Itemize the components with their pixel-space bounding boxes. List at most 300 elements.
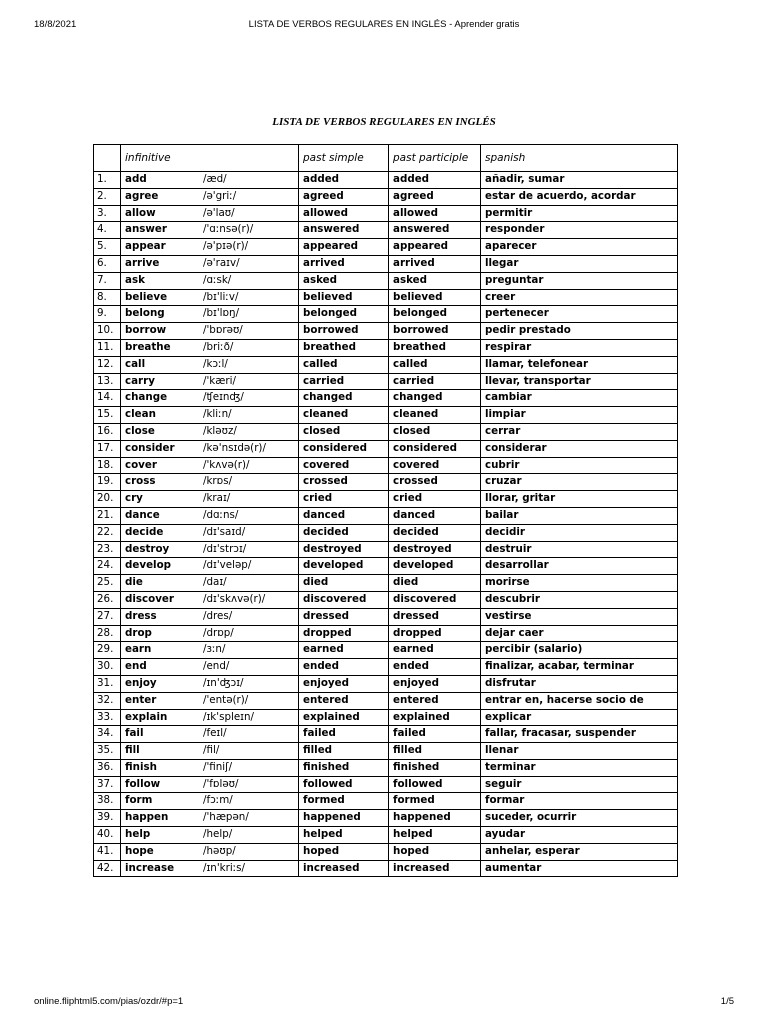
infinitive-verb: discover: [125, 592, 174, 605]
infinitive-verb: change: [125, 391, 168, 404]
infinitive-verb: end: [125, 660, 147, 673]
row-number: 39.: [94, 810, 121, 827]
table-row: [94, 776, 678, 793]
table-row: [94, 188, 678, 205]
infinitive-phonetic: /krɒs/: [203, 475, 233, 488]
infinitive-verb: drop: [125, 626, 152, 639]
infinitive-cell: [121, 827, 299, 844]
infinitive-verb: fill: [125, 744, 140, 757]
past-participle-cell: earned: [389, 642, 481, 659]
spanish-cell: considerar: [481, 440, 678, 457]
past-participle-cell: answered: [389, 222, 481, 239]
header-past-simple: past simple: [299, 145, 389, 172]
infinitive-phonetic: /bɪ'liːv/: [203, 290, 239, 303]
row-number: 2.: [94, 188, 121, 205]
table-row: [94, 289, 678, 306]
infinitive-verb: clean: [125, 408, 156, 421]
past-simple-cell: cried: [299, 491, 389, 508]
past-simple-cell: failed: [299, 726, 389, 743]
infinitive-verb: dress: [125, 609, 157, 622]
spanish-cell: añadir, sumar: [481, 172, 678, 189]
row-number: 15.: [94, 407, 121, 424]
past-simple-cell: followed: [299, 776, 389, 793]
infinitive-verb: arrive: [125, 256, 160, 269]
table-row: [94, 692, 678, 709]
row-number: 33.: [94, 709, 121, 726]
infinitive-cell: [121, 272, 299, 289]
infinitive-verb: happen: [125, 811, 169, 824]
infinitive-phonetic: /dɪ'skʌvə(r)/: [203, 592, 266, 605]
table-row: [94, 407, 678, 424]
infinitive-verb: breathe: [125, 340, 171, 353]
table-row: [94, 608, 678, 625]
table-row: [94, 843, 678, 860]
table-row: [94, 827, 678, 844]
past-participle-cell: discovered: [389, 591, 481, 608]
infinitive-verb: carry: [125, 374, 155, 387]
past-participle-cell: failed: [389, 726, 481, 743]
infinitive-phonetic: /dɪ'saɪd/: [203, 525, 246, 538]
row-number: 5.: [94, 239, 121, 256]
infinitive-verb: help: [125, 828, 151, 841]
table-row: [94, 759, 678, 776]
row-number: 22.: [94, 524, 121, 541]
table-row: [94, 172, 678, 189]
spanish-cell: cruzar: [481, 474, 678, 491]
infinitive-phonetic: /'kʌvə(r)/: [203, 458, 250, 471]
past-participle-cell: entered: [389, 692, 481, 709]
past-simple-cell: died: [299, 575, 389, 592]
past-participle-cell: believed: [389, 289, 481, 306]
spanish-cell: permitir: [481, 205, 678, 222]
row-number: 13.: [94, 373, 121, 390]
past-participle-cell: allowed: [389, 205, 481, 222]
infinitive-cell: [121, 843, 299, 860]
past-participle-cell: destroyed: [389, 541, 481, 558]
infinitive-cell: [121, 810, 299, 827]
past-participle-cell: finished: [389, 759, 481, 776]
past-simple-cell: danced: [299, 507, 389, 524]
spanish-cell: pedir prestado: [481, 323, 678, 340]
past-participle-cell: formed: [389, 793, 481, 810]
row-number: 6.: [94, 255, 121, 272]
row-number: 7.: [94, 272, 121, 289]
past-simple-cell: helped: [299, 827, 389, 844]
infinitive-phonetic: /'bɒrəʊ/: [203, 324, 243, 337]
past-simple-cell: arrived: [299, 255, 389, 272]
infinitive-cell: [121, 188, 299, 205]
table-row: [94, 675, 678, 692]
row-number: 9.: [94, 306, 121, 323]
past-simple-cell: asked: [299, 272, 389, 289]
infinitive-verb: decide: [125, 525, 164, 538]
table-row: [94, 793, 678, 810]
past-simple-cell: increased: [299, 860, 389, 877]
spanish-cell: cubrir: [481, 457, 678, 474]
infinitive-phonetic: /'ɑːnsə(r)/: [203, 223, 254, 236]
infinitive-cell: [121, 255, 299, 272]
past-simple-cell: ended: [299, 659, 389, 676]
infinitive-verb: ask: [125, 273, 145, 286]
infinitive-verb: finish: [125, 760, 157, 773]
past-simple-cell: formed: [299, 793, 389, 810]
header-num: [94, 145, 121, 172]
infinitive-phonetic: /help/: [203, 828, 233, 841]
infinitive-cell: [121, 491, 299, 508]
infinitive-cell: [121, 289, 299, 306]
past-participle-cell: considered: [389, 440, 481, 457]
infinitive-cell: [121, 743, 299, 760]
document-title: LISTA DE VERBOS REGULARES EN INGLÉS: [272, 116, 496, 128]
past-participle-cell: closed: [389, 423, 481, 440]
infinitive-cell: [121, 239, 299, 256]
table-row: [94, 272, 678, 289]
spanish-cell: anhelar, esperar: [481, 843, 678, 860]
past-simple-cell: dressed: [299, 608, 389, 625]
infinitive-cell: [121, 860, 299, 877]
row-number: 41.: [94, 843, 121, 860]
table-row: [94, 306, 678, 323]
past-participle-cell: called: [389, 356, 481, 373]
row-number: 16.: [94, 423, 121, 440]
table-row: [94, 222, 678, 239]
infinitive-verb: add: [125, 173, 147, 185]
row-number: 27.: [94, 608, 121, 625]
infinitive-phonetic: /ɑːsk/: [203, 273, 232, 286]
past-participle-cell: asked: [389, 272, 481, 289]
spanish-cell: explicar: [481, 709, 678, 726]
infinitive-phonetic: /həʊp/: [203, 844, 236, 857]
spanish-cell: disfrutar: [481, 675, 678, 692]
infinitive-phonetic: /ə'pɪə(r)/: [203, 240, 249, 253]
infinitive-phonetic: /ə'raɪv/: [203, 256, 240, 269]
past-participle-cell: appeared: [389, 239, 481, 256]
past-participle-cell: developed: [389, 558, 481, 575]
row-number: 28.: [94, 625, 121, 642]
spanish-cell: llegar: [481, 255, 678, 272]
infinitive-phonetic: /dres/: [203, 609, 233, 622]
spanish-cell: creer: [481, 289, 678, 306]
infinitive-cell: [121, 507, 299, 524]
infinitive-cell: [121, 205, 299, 222]
infinitive-cell: [121, 776, 299, 793]
spanish-cell: preguntar: [481, 272, 678, 289]
infinitive-cell: [121, 222, 299, 239]
spanish-cell: suceder, ocurrir: [481, 810, 678, 827]
past-simple-cell: decided: [299, 524, 389, 541]
table-row: [94, 373, 678, 390]
past-participle-cell: danced: [389, 507, 481, 524]
row-number: 42.: [94, 860, 121, 877]
past-participle-cell: covered: [389, 457, 481, 474]
spanish-cell: dejar caer: [481, 625, 678, 642]
past-participle-cell: decided: [389, 524, 481, 541]
past-participle-cell: breathed: [389, 339, 481, 356]
verbs-table: [93, 144, 678, 877]
print-date: 18/8/2021: [34, 19, 77, 30]
table-row: [94, 575, 678, 592]
spanish-cell: bailar: [481, 507, 678, 524]
table-row: [94, 642, 678, 659]
spanish-cell: decidir: [481, 524, 678, 541]
spanish-cell: pertenecer: [481, 306, 678, 323]
infinitive-cell: [121, 541, 299, 558]
infinitive-verb: cover: [125, 458, 157, 471]
infinitive-verb: form: [125, 794, 153, 807]
table-row: [94, 860, 678, 877]
table-row: [94, 239, 678, 256]
infinitive-phonetic: /ɜːn/: [203, 643, 226, 656]
table-row: [94, 743, 678, 760]
past-simple-cell: developed: [299, 558, 389, 575]
table-row: [94, 709, 678, 726]
past-participle-cell: helped: [389, 827, 481, 844]
past-simple-cell: breathed: [299, 339, 389, 356]
infinitive-cell: [121, 625, 299, 642]
spanish-cell: cambiar: [481, 390, 678, 407]
infinitive-phonetic: /ʧeɪnʤ/: [203, 391, 244, 404]
infinitive-verb: fail: [125, 727, 144, 740]
past-simple-cell: crossed: [299, 474, 389, 491]
spanish-cell: vestirse: [481, 608, 678, 625]
past-participle-cell: died: [389, 575, 481, 592]
table-row: [94, 507, 678, 524]
spanish-cell: descubrir: [481, 591, 678, 608]
row-number: 34.: [94, 726, 121, 743]
infinitive-phonetic: /'kæri/: [203, 374, 236, 387]
row-number: 31.: [94, 675, 121, 692]
past-simple-cell: considered: [299, 440, 389, 457]
infinitive-phonetic: /fɔːm/: [203, 794, 233, 807]
header-past-participle: past participle: [389, 145, 481, 172]
table-row: [94, 625, 678, 642]
print-page-number: 1/5: [720, 996, 734, 1007]
past-participle-cell: dropped: [389, 625, 481, 642]
infinitive-cell: [121, 575, 299, 592]
table-row: [94, 726, 678, 743]
past-simple-cell: explained: [299, 709, 389, 726]
spanish-cell: entrar en, hacerse socio de: [481, 692, 678, 709]
infinitive-phonetic: /'entə(r)/: [203, 693, 249, 706]
row-number: 3.: [94, 205, 121, 222]
spanish-cell: percibir (salario): [481, 642, 678, 659]
infinitive-phonetic: /'fɒləʊ/: [203, 777, 239, 790]
infinitive-cell: [121, 558, 299, 575]
infinitive-verb: destroy: [125, 542, 170, 555]
infinitive-phonetic: /ə'laʊ/: [203, 206, 235, 219]
infinitive-phonetic: /fil/: [203, 744, 220, 757]
past-simple-cell: dropped: [299, 625, 389, 642]
table-row: [94, 339, 678, 356]
infinitive-verb: appear: [125, 240, 166, 253]
infinitive-verb: earn: [125, 643, 152, 656]
infinitive-cell: [121, 759, 299, 776]
verbs-table-body: [94, 145, 678, 877]
spanish-cell: terminar: [481, 759, 678, 776]
infinitive-verb: agree: [125, 189, 159, 202]
past-participle-cell: increased: [389, 860, 481, 877]
infinitive-phonetic: /drɒp/: [203, 626, 234, 639]
infinitive-cell: [121, 591, 299, 608]
infinitive-verb: call: [125, 357, 146, 370]
past-simple-cell: filled: [299, 743, 389, 760]
row-number: 25.: [94, 575, 121, 592]
past-simple-cell: believed: [299, 289, 389, 306]
row-number: 21.: [94, 507, 121, 524]
infinitive-cell: [121, 373, 299, 390]
infinitive-phonetic: /ə'griː/: [203, 189, 237, 202]
print-url: online.fliphtml5.com/pias/ozdr/#p=1: [34, 996, 184, 1007]
infinitive-verb: answer: [125, 223, 167, 236]
row-number: 20.: [94, 491, 121, 508]
print-page-title: LISTA DE VERBOS REGULARES EN INGLÉS - Aprender gratis: [248, 19, 520, 30]
infinitive-phonetic: /'finiʃ/: [203, 760, 233, 773]
row-number: 35.: [94, 743, 121, 760]
infinitive-phonetic: /ɪn'ʤɔɪ/: [203, 676, 244, 689]
spanish-cell: desarrollar: [481, 558, 678, 575]
infinitive-cell: [121, 524, 299, 541]
infinitive-cell: [121, 457, 299, 474]
past-participle-cell: dressed: [389, 608, 481, 625]
spanish-cell: respirar: [481, 339, 678, 356]
past-simple-cell: belonged: [299, 306, 389, 323]
infinitive-verb: dance: [125, 508, 160, 521]
past-simple-cell: called: [299, 356, 389, 373]
row-number: 40.: [94, 827, 121, 844]
row-number: 1.: [94, 172, 121, 189]
infinitive-verb: believe: [125, 290, 168, 303]
table-row: [94, 205, 678, 222]
past-participle-cell: agreed: [389, 188, 481, 205]
past-participle-cell: happened: [389, 810, 481, 827]
infinitive-cell: [121, 474, 299, 491]
spanish-cell: aparecer: [481, 239, 678, 256]
row-number: 23.: [94, 541, 121, 558]
spanish-cell: llamar, telefonear: [481, 356, 678, 373]
past-simple-cell: earned: [299, 642, 389, 659]
table-row: [94, 323, 678, 340]
infinitive-verb: enter: [125, 693, 157, 706]
infinitive-verb: die: [125, 576, 143, 589]
spanish-cell: finalizar, acabar, terminar: [481, 659, 678, 676]
infinitive-verb: follow: [125, 777, 161, 790]
past-simple-cell: enjoyed: [299, 675, 389, 692]
past-participle-cell: followed: [389, 776, 481, 793]
row-number: 32.: [94, 692, 121, 709]
row-number: 18.: [94, 457, 121, 474]
infinitive-phonetic: /kə'nsɪdə(r)/: [203, 441, 266, 454]
table-row: [94, 491, 678, 508]
table-row: [94, 474, 678, 491]
past-simple-cell: cleaned: [299, 407, 389, 424]
table-header-row: [94, 145, 678, 172]
infinitive-cell: [121, 709, 299, 726]
past-participle-cell: ended: [389, 659, 481, 676]
infinitive-verb: hope: [125, 844, 154, 857]
past-simple-cell: allowed: [299, 205, 389, 222]
row-number: 8.: [94, 289, 121, 306]
past-simple-cell: appeared: [299, 239, 389, 256]
infinitive-phonetic: /feɪl/: [203, 727, 227, 740]
row-number: 36.: [94, 759, 121, 776]
table-row: [94, 390, 678, 407]
infinitive-cell: [121, 608, 299, 625]
infinitive-cell: [121, 659, 299, 676]
table-row: [94, 440, 678, 457]
spanish-cell: llenar: [481, 743, 678, 760]
past-simple-cell: discovered: [299, 591, 389, 608]
infinitive-phonetic: /dɪ'strɔɪ/: [203, 542, 247, 555]
infinitive-cell: [121, 642, 299, 659]
infinitive-cell: [121, 675, 299, 692]
infinitive-cell: [121, 172, 299, 189]
row-number: 24.: [94, 558, 121, 575]
spanish-cell: cerrar: [481, 423, 678, 440]
infinitive-cell: [121, 793, 299, 810]
spanish-cell: llorar, gritar: [481, 491, 678, 508]
row-number: 10.: [94, 323, 121, 340]
past-participle-cell: borrowed: [389, 323, 481, 340]
row-number: 11.: [94, 339, 121, 356]
past-participle-cell: filled: [389, 743, 481, 760]
spanish-cell: ayudar: [481, 827, 678, 844]
table-row: [94, 591, 678, 608]
infinitive-verb: enjoy: [125, 676, 157, 689]
spanish-cell: responder: [481, 222, 678, 239]
row-number: 14.: [94, 390, 121, 407]
table-row: [94, 457, 678, 474]
infinitive-cell: [121, 440, 299, 457]
past-participle-cell: crossed: [389, 474, 481, 491]
spanish-cell: limpiar: [481, 407, 678, 424]
past-simple-cell: agreed: [299, 188, 389, 205]
row-number: 19.: [94, 474, 121, 491]
infinitive-verb: increase: [125, 861, 175, 874]
infinitive-cell: [121, 356, 299, 373]
past-participle-cell: explained: [389, 709, 481, 726]
table-row: [94, 423, 678, 440]
past-simple-cell: changed: [299, 390, 389, 407]
past-simple-cell: borrowed: [299, 323, 389, 340]
past-participle-cell: belonged: [389, 306, 481, 323]
infinitive-verb: close: [125, 424, 155, 437]
past-participle-cell: cleaned: [389, 407, 481, 424]
infinitive-phonetic: /kɔːl/: [203, 357, 228, 370]
spanish-cell: morirse: [481, 575, 678, 592]
infinitive-verb: explain: [125, 710, 168, 723]
row-number: 12.: [94, 356, 121, 373]
spanish-cell: destruir: [481, 541, 678, 558]
spanish-cell: seguir: [481, 776, 678, 793]
infinitive-cell: [121, 692, 299, 709]
infinitive-verb: cross: [125, 475, 156, 488]
past-participle-cell: arrived: [389, 255, 481, 272]
row-number: 38.: [94, 793, 121, 810]
past-simple-cell: hoped: [299, 843, 389, 860]
infinitive-phonetic: /daɪ/: [203, 576, 227, 589]
infinitive-phonetic: /ɪk'spleɪn/: [203, 710, 255, 723]
infinitive-phonetic: /briːð/: [203, 340, 234, 353]
past-simple-cell: finished: [299, 759, 389, 776]
infinitive-cell: [121, 423, 299, 440]
infinitive-cell: [121, 726, 299, 743]
infinitive-phonetic: /end/: [203, 660, 230, 673]
infinitive-phonetic: /'hæpən/: [203, 811, 249, 824]
row-number: 29.: [94, 642, 121, 659]
row-number: 26.: [94, 591, 121, 608]
spanish-cell: formar: [481, 793, 678, 810]
spanish-cell: estar de acuerdo, acordar: [481, 188, 678, 205]
